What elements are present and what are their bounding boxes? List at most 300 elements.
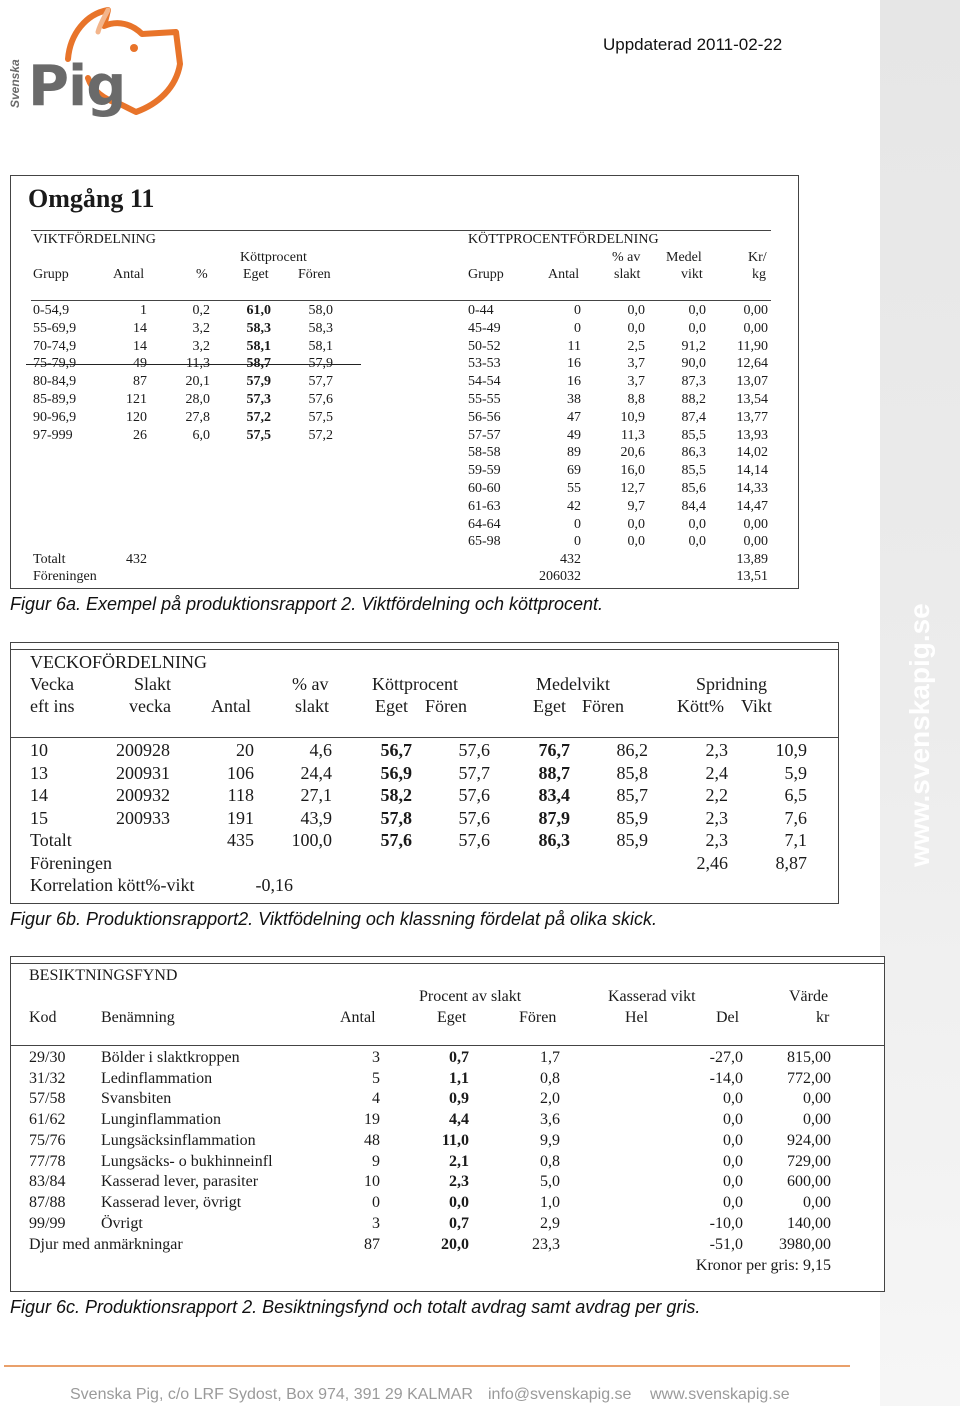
- meat-grupp-cell: 0-44: [468, 303, 494, 318]
- meat-antal-cell: 16: [567, 374, 581, 390]
- meat-kr-cell: 0,00: [743, 320, 768, 336]
- weight-eget-cell: 57,5: [246, 427, 271, 443]
- inspection-foren-cell: 2,0: [540, 1090, 560, 1108]
- inspection-benamning-cell: Övrigt: [101, 1214, 143, 1232]
- inspection-eget-cell: 1,1: [449, 1069, 469, 1087]
- meat-kr-cell: 13,77: [736, 409, 768, 425]
- week-kp-eget-cell: 56,7: [380, 740, 412, 760]
- week-pct-cell: 24,4: [300, 762, 332, 783]
- foreningen-kr: 13,51: [736, 569, 768, 584]
- weight-antal-cell: 14: [133, 338, 147, 354]
- meat-kr-cell: 13,54: [736, 392, 768, 407]
- meat-kr-cell: 13,93: [736, 427, 768, 443]
- week-sp-vikt-cell: 6,5: [784, 785, 807, 805]
- weight-foren-cell: 58,3: [308, 320, 333, 336]
- header-kr: kr: [816, 1009, 830, 1026]
- week-sp-kott-cell: 2,3: [705, 807, 728, 828]
- meat-grupp-cell: 54-54: [468, 374, 501, 390]
- djur-label: Djur med anmärkningar: [29, 1236, 183, 1253]
- inspection-foren-cell: 5,0: [540, 1173, 560, 1191]
- inspection-kr-cell: 772,00: [787, 1069, 831, 1087]
- inspection-foren-cell: 1,7: [540, 1049, 560, 1066]
- week-vecka-cell: 14: [30, 785, 48, 805]
- weight-antal-cell: 1: [140, 303, 147, 318]
- header-kg: kg: [752, 267, 766, 282]
- weight-pct-cell: 3,2: [192, 338, 210, 354]
- weight-pct-cell: 28,0: [185, 392, 210, 407]
- totalt-sp-kott: 2,3: [705, 830, 728, 850]
- fig6a-caption: Figur 6a. Exempel på produktionsrapport 2. Viktfördelning och köttprocent.: [10, 594, 604, 614]
- header-sp-vikt: Vikt: [741, 696, 772, 716]
- inspection-kod-cell: 31/32: [29, 1069, 66, 1087]
- weight-foren-cell: 57,9: [308, 356, 333, 372]
- inspection-eget-cell: 0,0: [449, 1193, 469, 1211]
- meat-antal-cell: 16: [567, 356, 581, 372]
- meat-slakt-cell: 0,0: [627, 534, 645, 550]
- weight-grupp-cell: 97-999: [33, 427, 73, 443]
- week-sp-kott-cell: 2,2: [705, 785, 728, 805]
- weight-grupp-cell: 55-69,9: [33, 320, 77, 336]
- inspection-benamning-cell: Lunginflammation: [101, 1111, 221, 1129]
- inspection-foren-cell: 0,8: [540, 1152, 560, 1170]
- fig6c-report: [10, 956, 885, 1292]
- inspection-foren-cell: 2,9: [540, 1214, 560, 1232]
- week-mv-eget-cell: 83,4: [538, 785, 570, 805]
- meat-antal-cell: 42: [567, 498, 581, 514]
- week-pct-cell: 27,1: [300, 785, 332, 805]
- foreningen-sp-kott: 2,46: [696, 853, 728, 873]
- weight-grupp-cell: 75-79,9: [33, 356, 77, 372]
- inspection-kr-cell: 729,00: [787, 1152, 831, 1170]
- meat-kr-cell: 11,90: [737, 338, 768, 354]
- weight-grupp-cell: 70-74,9: [33, 338, 77, 354]
- header-sp-kott: Kött%: [677, 696, 724, 716]
- header-eget: Eget: [243, 267, 269, 282]
- totalt-label: Totalt: [33, 552, 66, 567]
- inspection-eget-cell: 0,7: [449, 1049, 469, 1066]
- inspection-del-cell: 0,0: [723, 1090, 743, 1108]
- header-rule: [11, 737, 838, 738]
- header-kottprocent: Köttprocent: [372, 674, 458, 694]
- meat-antal-cell: 49: [567, 427, 581, 443]
- foreningen-label: Föreningen: [30, 853, 112, 873]
- djur-kr: 3980,00: [779, 1236, 831, 1253]
- weight-grupp-cell: 0-54,9: [33, 303, 70, 318]
- week-slakt-vecka-cell: 200933: [116, 807, 170, 828]
- totalt-sp-vikt: 7,1: [784, 830, 807, 850]
- foreningen-sp-vikt: 8,87: [775, 853, 807, 873]
- inspection-kr-cell: 0,00: [803, 1193, 831, 1211]
- totalt-antal: 432: [126, 552, 147, 567]
- inspection-benamning-cell: Svansbiten: [101, 1090, 172, 1108]
- header-kasserad-vikt: Kasserad vikt: [608, 988, 696, 1005]
- weight-eget-cell: 58,1: [246, 338, 271, 354]
- meat-grupp-cell: 45-49: [468, 320, 501, 336]
- header-slakt: Slakt: [134, 674, 172, 694]
- week-vecka-cell: 13: [30, 762, 48, 783]
- header-hel: Hel: [625, 1009, 649, 1026]
- inspection-benamning-cell: Kasserad lever, parasiter: [101, 1173, 259, 1191]
- week-sp-kott-cell: 2,3: [705, 740, 728, 760]
- weight-foren-cell: 57,6: [308, 392, 333, 407]
- inspection-foren-cell: 9,9: [540, 1131, 560, 1149]
- meat-kr-cell: 14,02: [736, 445, 768, 461]
- weight-antal-cell: 49: [133, 356, 147, 372]
- meat-vikt-cell: 0,0: [688, 534, 706, 550]
- weight-pct-cell: 6,0: [192, 427, 210, 443]
- meat-vikt-cell: 85,5: [681, 463, 706, 479]
- meat-vikt-cell: 91,2: [681, 338, 706, 354]
- header-varde: Värde: [789, 988, 829, 1005]
- inspection-kod-cell: 57/58: [29, 1090, 66, 1108]
- meat-grupp-cell: 57-57: [468, 427, 501, 443]
- week-mv-eget-cell: 88,7: [538, 762, 570, 783]
- header-mv-foren: Fören: [582, 696, 624, 716]
- header-kp-eget: Eget: [375, 696, 408, 716]
- header-eft-ins: eft ins: [30, 696, 75, 716]
- meat-vikt-cell: 87,4: [681, 409, 706, 425]
- top-rule: [11, 649, 838, 650]
- meat-slakt-cell: 12,7: [620, 481, 645, 496]
- inspection-kod-cell: 99/99: [29, 1214, 66, 1232]
- inspection-kr-cell: 600,00: [787, 1173, 831, 1191]
- weight-eget-cell: 57,9: [246, 374, 271, 390]
- meat-vikt-cell: 88,2: [681, 392, 706, 407]
- weight-pct-cell: 3,2: [192, 320, 210, 336]
- week-kp-foren-cell: 57,7: [458, 762, 490, 783]
- week-mv-foren-cell: 85,8: [616, 762, 648, 783]
- meat-grupp-cell: 59-59: [468, 463, 501, 479]
- inspection-antal-cell: 9: [372, 1152, 380, 1170]
- svenska-pig-logo: [8, 4, 188, 128]
- header-foren: Fören: [519, 1009, 557, 1026]
- header-antal: Antal: [340, 1009, 376, 1026]
- weight-pct-cell: 11,3: [186, 356, 210, 372]
- header-pct-av: % av: [612, 250, 641, 265]
- header-pct-av: % av: [292, 674, 329, 694]
- week-sp-vikt-cell: 5,9: [784, 762, 807, 783]
- inspection-kr-cell: 815,00: [787, 1049, 831, 1066]
- header-rule: [31, 300, 771, 301]
- header-slakt-vecka: vecka: [129, 696, 171, 716]
- meat-vikt-cell: 0,0: [688, 516, 706, 532]
- weight-grupp-cell: 85-89,9: [33, 392, 77, 407]
- inspection-benamning-cell: Lungsäcksinflammation: [101, 1131, 256, 1149]
- inspection-antal-cell: 4: [372, 1090, 380, 1108]
- totalt-kp-foren: 57,6: [458, 830, 490, 850]
- fig6c-caption: Figur 6c. Produktionsrapport 2. Besiktningsfynd och totalt avdrag samt avdrag per gris.: [10, 1297, 701, 1317]
- top-rule: [31, 230, 771, 231]
- meat-antal-cell: 38: [567, 392, 581, 407]
- week-sp-vikt-cell: 10,9: [775, 740, 807, 760]
- header-rule: [11, 1045, 884, 1046]
- weight-eget-cell: 57,2: [246, 409, 271, 425]
- weight-eget-cell: 61,0: [246, 303, 271, 318]
- header-kr: Kr/: [748, 250, 767, 265]
- week-kp-eget-cell: 58,2: [380, 785, 412, 805]
- weight-pct-cell: 27,8: [185, 409, 210, 425]
- weight-antal-cell: 121: [126, 392, 147, 407]
- week-antal-cell: 106: [227, 762, 254, 783]
- inspection-del-cell: -27,0: [709, 1049, 743, 1066]
- weight-eget-cell: 58,7: [246, 356, 271, 372]
- report-title: Omgång 11: [28, 184, 155, 213]
- header-antal: Antal: [211, 696, 251, 716]
- meat-slakt-cell: 3,7: [627, 356, 645, 372]
- meat-kr-cell: 12,64: [736, 356, 768, 372]
- header-medel: Medel: [666, 250, 702, 265]
- weight-foren-cell: 57,5: [308, 409, 333, 425]
- meat-vikt-cell: 0,0: [688, 303, 706, 318]
- weight-eget-cell: 57,3: [246, 392, 271, 407]
- meat-kr-cell: 14,33: [736, 481, 768, 496]
- week-vecka-cell: 15: [30, 807, 48, 828]
- meat-antal-cell: 0: [574, 320, 581, 336]
- totalt-mv-eget: 86,3: [538, 830, 570, 850]
- inspection-kr-cell: 924,00: [787, 1131, 831, 1149]
- inspection-benamning-cell: Kasserad lever, övrigt: [101, 1193, 242, 1211]
- weight-grupp-cell: 80-84,9: [33, 374, 77, 390]
- footer-email[interactable]: info@svenskapig.se: [488, 1386, 632, 1403]
- inspection-kod-cell: 61/62: [29, 1111, 66, 1129]
- meat-vikt-cell: 0,0: [688, 320, 706, 336]
- meat-antal-cell: 11: [567, 338, 581, 354]
- inspection-del-cell: -10,0: [709, 1214, 743, 1232]
- inspection-kod-cell: 87/88: [29, 1193, 66, 1211]
- meat-kr-cell: 0,00: [743, 516, 768, 532]
- djur-foren: 23,3: [532, 1236, 560, 1253]
- weight-foren-cell: 57,2: [308, 427, 333, 443]
- meat-vikt-cell: 84,4: [681, 498, 706, 514]
- meat-grupp-cell: 64-64: [468, 516, 501, 532]
- logo-prefix: Svenska: [8, 59, 22, 108]
- meat-antal-cell: 0: [574, 534, 581, 550]
- fig6a-report: [10, 175, 799, 589]
- inspection-kr-cell: 0,00: [803, 1090, 831, 1108]
- week-slakt-vecka-cell: 200928: [116, 740, 170, 760]
- week-antal-cell: 20: [236, 740, 254, 760]
- weight-eget-cell: 58,3: [246, 320, 271, 336]
- totalt-antal: 435: [227, 830, 254, 850]
- meat-slakt-cell: 0,0: [627, 516, 645, 532]
- weight-antal-cell: 120: [126, 409, 147, 425]
- meat-vikt-cell: 90,0: [681, 356, 706, 372]
- weight-foren-cell: 58,1: [308, 338, 333, 354]
- meat-antal-cell: 55: [567, 481, 581, 496]
- week-antal-cell: 191: [227, 807, 254, 828]
- weight-pct-cell: 0,2: [192, 303, 210, 318]
- inspection-del-cell: 0,0: [723, 1193, 743, 1211]
- week-antal-cell: 118: [227, 785, 254, 805]
- inspection-section-title: BESIKTNINGSFYND: [29, 967, 178, 984]
- inspection-del-cell: 0,0: [723, 1131, 743, 1149]
- header-mv-eget: Eget: [533, 696, 566, 716]
- week-sp-kott-cell: 2,4: [705, 762, 728, 783]
- inspection-antal-cell: 3: [372, 1214, 380, 1232]
- meat-grupp-cell: 56-56: [468, 409, 501, 425]
- meat-antal-cell: 69: [567, 463, 581, 479]
- inspection-foren-cell: 1,0: [540, 1193, 560, 1211]
- meat-slakt-cell: 0,0: [627, 303, 645, 318]
- header-vikt: vikt: [681, 267, 703, 282]
- inspection-eget-cell: 0,7: [449, 1214, 469, 1232]
- inspection-eget-cell: 0,9: [449, 1090, 469, 1108]
- header-grupp-right: Grupp: [468, 267, 504, 282]
- header-antal-right: Antal: [548, 267, 580, 282]
- totalt-kp-eget: 57,6: [380, 830, 412, 850]
- weight-section-title: VIKTFÖRDELNING: [33, 232, 156, 247]
- inspection-kr-cell: 140,00: [787, 1214, 831, 1232]
- meat-slakt-cell: 3,7: [627, 374, 645, 390]
- inspection-antal-cell: 0: [372, 1193, 380, 1211]
- meat-kr-cell: 0,00: [743, 534, 768, 550]
- week-mv-foren-cell: 85,7: [616, 785, 648, 805]
- logo-wordmark: Pig: [28, 54, 126, 119]
- meat-kr-cell: 13,07: [736, 374, 768, 390]
- header-vecka: Vecka: [30, 674, 74, 694]
- weight-grupp-cell: 90-96,9: [33, 409, 77, 425]
- week-sp-vikt-cell: 7,6: [784, 807, 807, 828]
- meat-slakt-cell: 16,0: [620, 463, 645, 479]
- djur-antal: 87: [364, 1236, 380, 1253]
- foreningen-label: Föreningen: [33, 569, 97, 584]
- totalt-mv-foren: 85,9: [616, 830, 648, 850]
- meat-kr-cell: 0,00: [743, 303, 768, 318]
- fig6b-report: [10, 642, 839, 904]
- meat-grupp-cell: 58-58: [468, 445, 501, 461]
- header-slakt: slakt: [614, 267, 641, 282]
- inspection-benamning-cell: Lungsäcks- o bukhinneinfl: [101, 1152, 273, 1170]
- inspection-benamning-cell: Bölder i slaktkroppen: [101, 1049, 240, 1066]
- header-medelvikt: Medelvikt: [536, 674, 610, 694]
- inspection-kod-cell: 75/76: [29, 1131, 66, 1149]
- week-vecka-cell: 10: [30, 740, 48, 760]
- header-benamning: Benämning: [101, 1009, 175, 1026]
- meat-grupp-cell: 65-98: [468, 534, 501, 550]
- meat-slakt-cell: 8,8: [627, 392, 645, 407]
- meat-antal-cell: 47: [567, 409, 581, 425]
- inspection-benamning-cell: Ledinflammation: [101, 1069, 213, 1087]
- footer-address: Svenska Pig, c/o LRF Sydost, Box 974, 391 29 KALMAR: [70, 1386, 473, 1403]
- inspection-kod-cell: 29/30: [29, 1049, 66, 1066]
- meat-slakt-cell: 11,3: [621, 427, 645, 443]
- inspection-kod-cell: 77/78: [29, 1152, 66, 1170]
- inspection-eget-cell: 11,0: [441, 1131, 469, 1149]
- inspection-antal-cell: 5: [372, 1069, 380, 1087]
- week-kp-eget-cell: 57,8: [380, 807, 412, 828]
- top-rule: [11, 963, 884, 964]
- meat-vikt-cell: 85,6: [681, 481, 706, 496]
- weight-pct-cell: 20,1: [185, 374, 210, 390]
- inspection-antal-cell: 19: [364, 1111, 380, 1129]
- header-del: Del: [716, 1009, 740, 1026]
- week-kp-eget-cell: 56,9: [380, 762, 412, 783]
- inspection-del-cell: 0,0: [723, 1152, 743, 1170]
- meat-vikt-cell: 85,5: [681, 427, 706, 443]
- week-mv-foren-cell: 85,9: [616, 807, 648, 828]
- week-mv-eget-cell: 76,7: [538, 740, 570, 760]
- updated-date: Uppdaterad 2011-02-22: [603, 35, 783, 54]
- weight-antal-cell: 14: [133, 320, 147, 336]
- meat-grupp-cell: 55-55: [468, 392, 501, 407]
- totalt-kr: 13,89: [736, 552, 768, 567]
- fig6b-caption: Figur 6b. Produktionsrapport2. Viktfödelning och klassning fördelat på olika skick.: [10, 909, 658, 929]
- totalt-right-antal: 432: [560, 552, 581, 567]
- week-section-title: VECKOFÖRDELNING: [30, 652, 207, 672]
- djur-del: -51,0: [709, 1236, 743, 1253]
- week-mv-eget-cell: 87,9: [538, 807, 570, 828]
- weight-foren-cell: 58,0: [308, 303, 333, 318]
- korrelation-label: Korrelation kött%-vikt: [30, 875, 195, 895]
- meat-antal-cell: 0: [574, 303, 581, 318]
- footer-divider: [4, 1365, 850, 1367]
- inspection-del-cell: 0,0: [723, 1173, 743, 1191]
- header-procent-av-slakt: Procent av slakt: [419, 988, 522, 1005]
- strike-line: [26, 364, 361, 365]
- inspection-antal-cell: 48: [364, 1131, 380, 1149]
- footer-web[interactable]: www.svenskapig.se: [650, 1386, 790, 1403]
- header-pct: %: [196, 267, 208, 282]
- meat-kr-cell: 14,47: [736, 498, 768, 514]
- meat-slakt-cell: 0,0: [627, 320, 645, 336]
- weight-antal-cell: 87: [133, 374, 147, 390]
- inspection-eget-cell: 4,4: [449, 1111, 469, 1129]
- meat-slakt-cell: 20,6: [620, 445, 645, 461]
- header-foren: Fören: [298, 267, 331, 282]
- header-kod: Kod: [29, 1009, 57, 1026]
- meat-slakt-cell: 9,7: [627, 498, 645, 514]
- week-kp-foren-cell: 57,6: [458, 785, 490, 805]
- meat-antal-cell: 0: [574, 516, 581, 532]
- header-spridning: Spridning: [696, 674, 768, 694]
- meat-vikt-cell: 87,3: [681, 374, 706, 390]
- inspection-del-cell: 0,0: [723, 1111, 743, 1129]
- meat-antal-cell: 89: [567, 445, 581, 461]
- weight-antal-cell: 26: [133, 427, 147, 443]
- inspection-antal-cell: 3: [372, 1049, 380, 1066]
- header-kp-foren: Fören: [425, 696, 467, 716]
- week-kp-foren-cell: 57,6: [458, 807, 490, 828]
- inspection-eget-cell: 2,3: [449, 1173, 469, 1191]
- inspection-foren-cell: 3,6: [540, 1111, 560, 1129]
- meat-slakt-cell: 2,5: [627, 338, 645, 354]
- inspection-kr-cell: 0,00: [803, 1111, 831, 1129]
- korrelation-value: -0,16: [255, 875, 293, 895]
- inspection-antal-cell: 10: [364, 1173, 380, 1191]
- week-mv-foren-cell: 86,2: [616, 740, 648, 760]
- meat-grupp-cell: 53-53: [468, 356, 501, 372]
- inspection-foren-cell: 0,8: [540, 1069, 560, 1087]
- header-eget: Eget: [437, 1009, 467, 1026]
- header-grupp: Grupp: [33, 267, 69, 282]
- meat-section-title: KÖTTPROCENTFÖRDELNING: [468, 232, 659, 247]
- week-slakt-vecka-cell: 200932: [116, 785, 170, 805]
- djur-eget: 20,0: [441, 1236, 469, 1253]
- header-kottprocent: Köttprocent: [240, 250, 307, 265]
- meat-grupp-cell: 50-52: [468, 338, 501, 354]
- kronor-per-gris: Kronor per gris: 9,15: [695, 1257, 831, 1274]
- totalt-label: Totalt: [30, 830, 72, 850]
- week-pct-cell: 43,9: [300, 807, 332, 828]
- inspection-kod-cell: 83/84: [29, 1173, 66, 1191]
- week-pct-cell: 4,6: [309, 740, 332, 760]
- meat-grupp-cell: 61-63: [468, 498, 501, 514]
- header-pct-slakt: slakt: [295, 696, 329, 716]
- week-slakt-vecka-cell: 200931: [116, 762, 170, 783]
- header-antal: Antal: [113, 267, 145, 282]
- meat-slakt-cell: 10,9: [620, 409, 645, 425]
- inspection-del-cell: -14,0: [709, 1069, 743, 1087]
